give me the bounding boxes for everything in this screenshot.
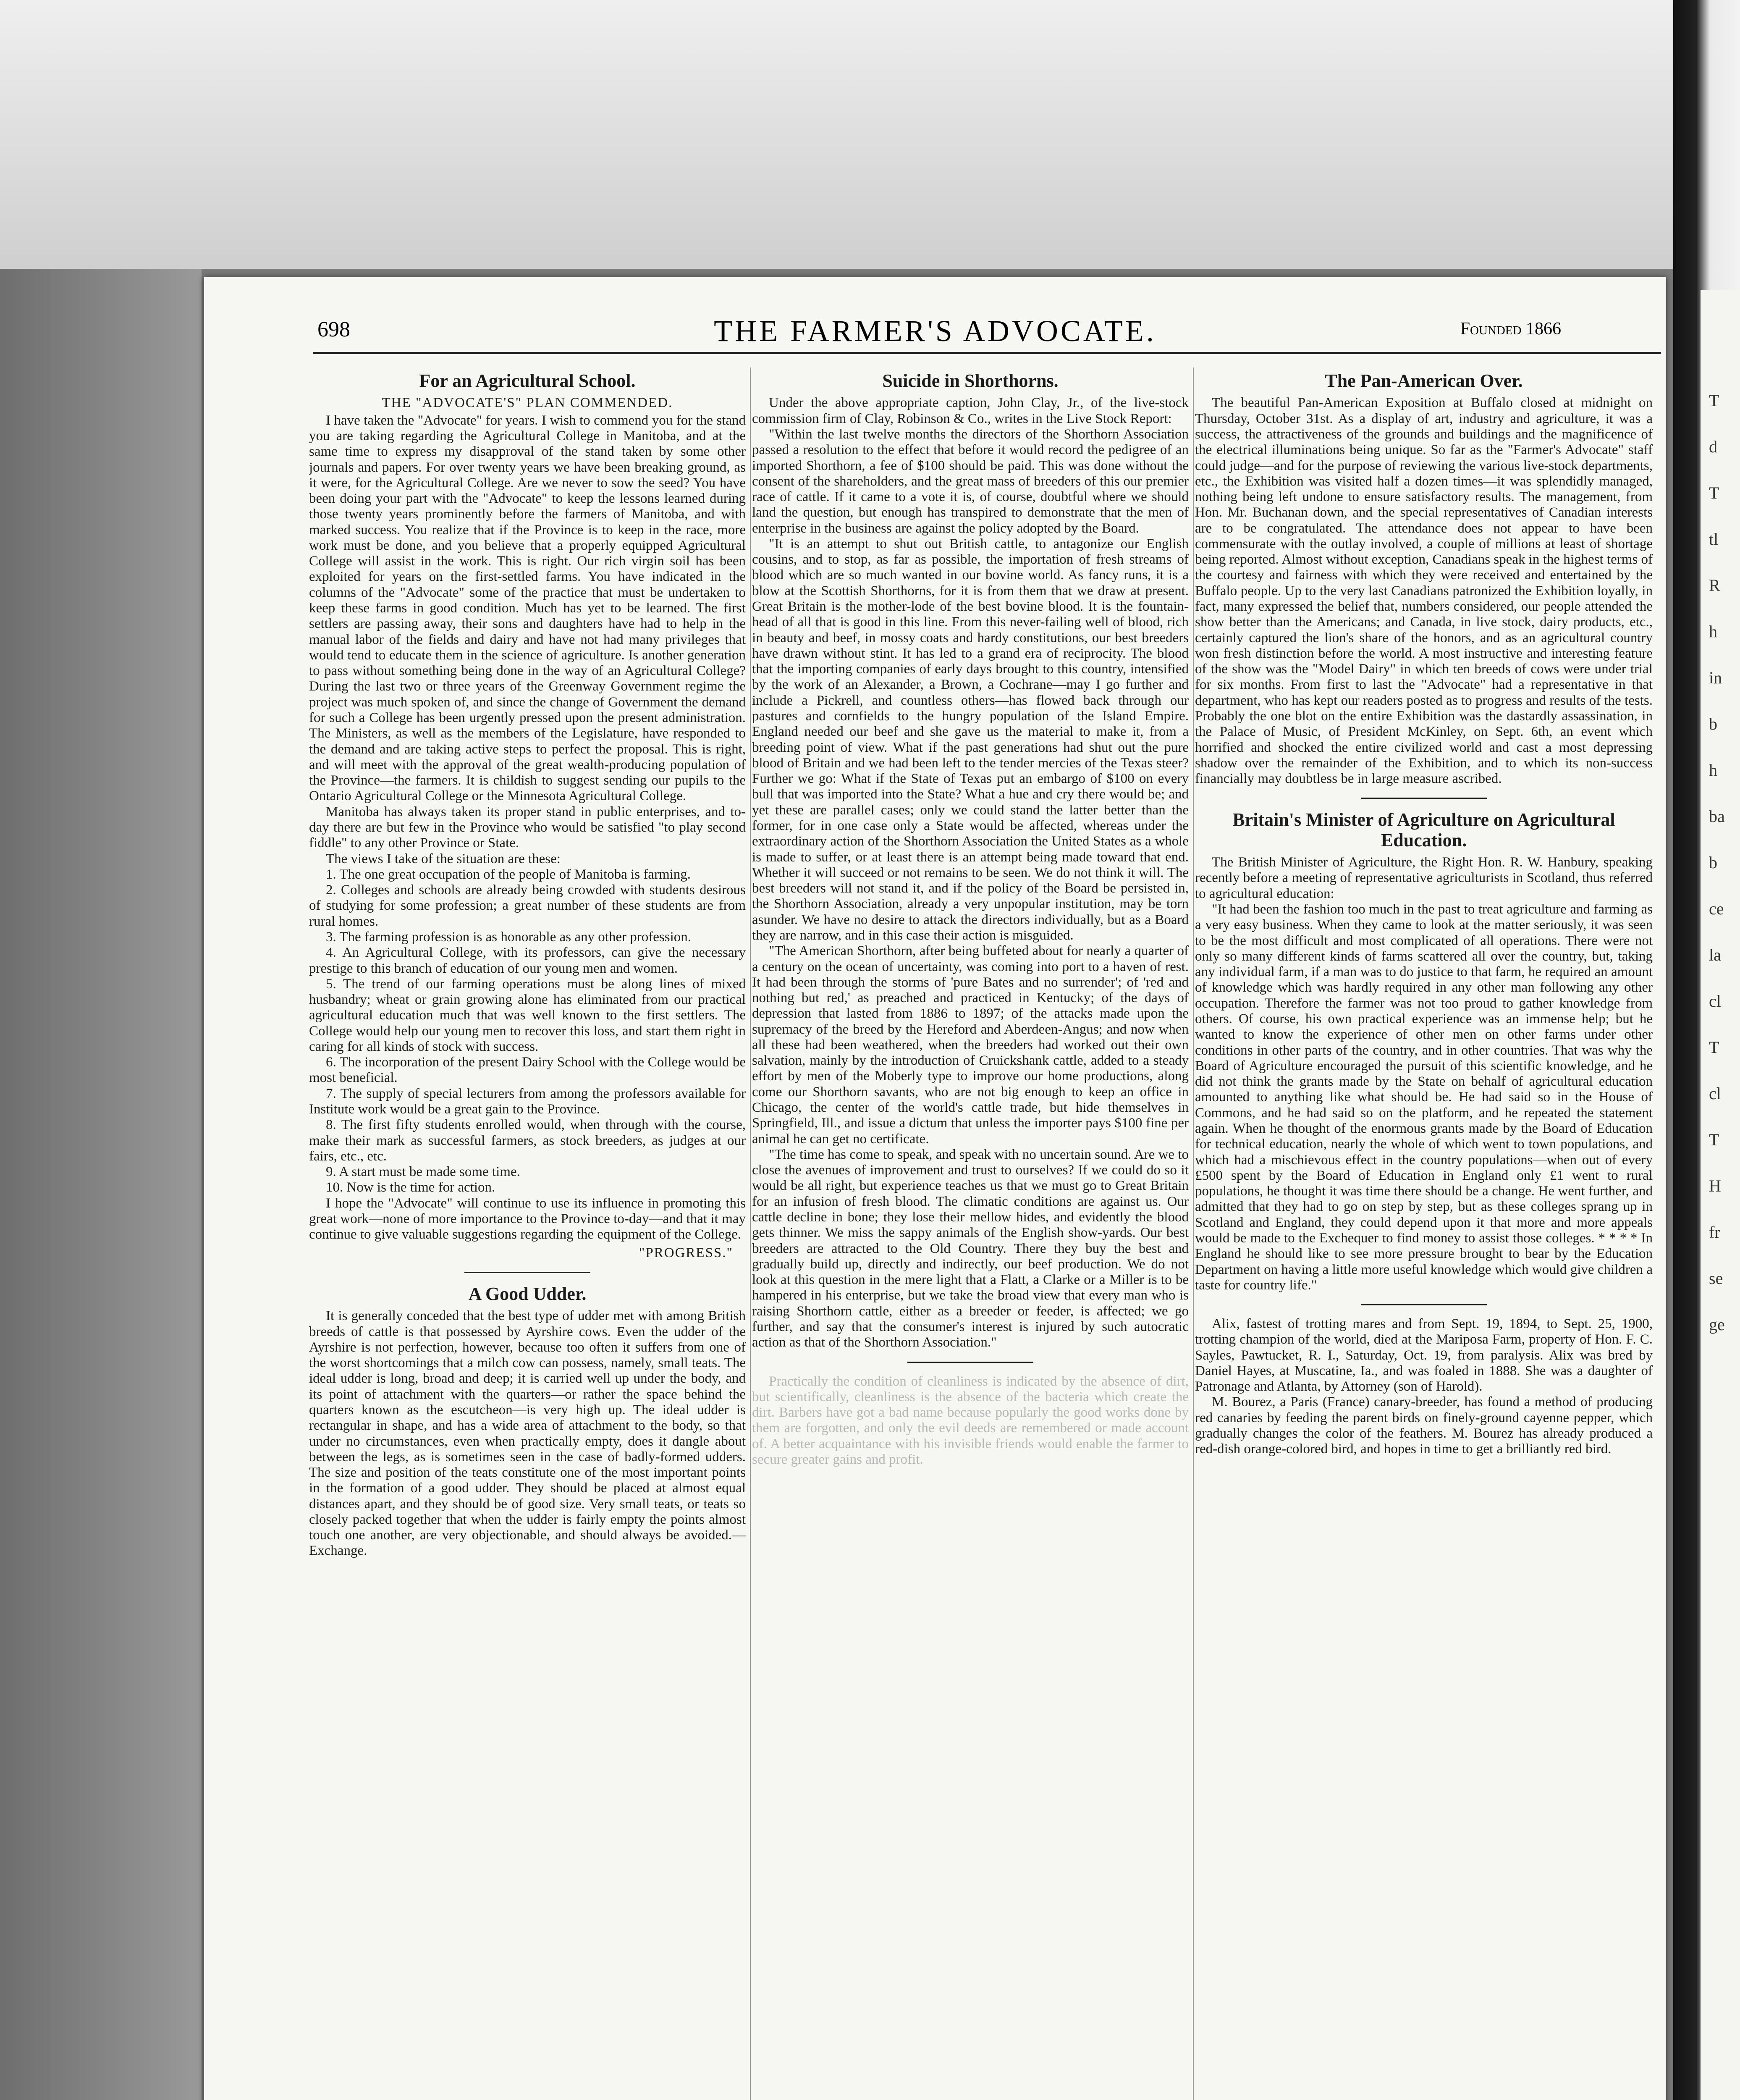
paragraph: M. Bourez, a Paris (France) canary-breeder, has found a method of producing red canaries by feeding the parent birds on finely-ground cayenne pepper, which gradually changes the color of the feathers. M. Bourez has already produced a red-dish orange-colored bird, and hopes in time to get a brilliantly red bird. bbox=[1195, 1394, 1653, 1457]
article-signature: "PROGRESS." bbox=[639, 1245, 733, 1260]
page-number: 698 bbox=[317, 318, 350, 341]
edge-character: h bbox=[1709, 761, 1717, 780]
edge-character: H bbox=[1709, 1176, 1721, 1195]
page-header bbox=[204, 314, 1666, 348]
masthead: THE FARMER'S ADVOCATE. bbox=[714, 314, 1156, 348]
article-title: Britain's Minister of Agriculture on Agricultural Education. bbox=[1232, 809, 1615, 850]
edge-character: T bbox=[1709, 483, 1719, 502]
edge-character: ge bbox=[1709, 1315, 1725, 1334]
column-divider bbox=[750, 368, 751, 2100]
scanner-background-top bbox=[0, 0, 1740, 269]
edge-character: se bbox=[1709, 1269, 1723, 1288]
article-subtitle: THE "ADVOCATE'S" PLAN COMMENDED. bbox=[382, 395, 673, 411]
scanner-background-left bbox=[0, 269, 202, 2100]
column-2 bbox=[752, 368, 1189, 2100]
edge-character: R bbox=[1709, 576, 1720, 595]
edge-character: cl bbox=[1709, 1084, 1721, 1103]
paragraph: Under the above appropriate caption, John Clay, Jr., of the live-stock commission firm of Clay, Robinson & Co., writes in the Live Stock Report: bbox=[752, 395, 1189, 426]
paragraph: It is generally conceded that the best type of udder met with among British breeds of cattle is that possessed by Ayrshire cows. Even the udder of the Ayrshire is not perfection, however, because too often it suffers from one of the worst shortcomings that a milch cow can possess, namely, small teats. The ideal udder is long, broad and deep; it is carried well up under the body, and its point of attachment with the quarters—or rather the space behind the quarters known as the escutcheon—is very high up. The ideal udder is rectangular in shape, and has a wide area of attachment to the body, so that under no circumstances, even when practically empty, does it dangle about between the legs, as is sometimes seen in the case of badly-formed udders. The size and position of the teats constitute one of the most important points in the formation of a good udder. They should be placed at almost equal distances apart, and they should be of good size. Very small teats, or teats so closely packed together that when the udder is fairly empty the points almost touch one another, are very objectionable, and should always be avoided.—Exchange. bbox=[309, 1308, 746, 1559]
article-title: A Good Udder. bbox=[468, 1283, 587, 1304]
paragraph: 2. Colleges and schools are already being crowded with students desirous of studying for some profession; a great number of these students are from rural homes. bbox=[309, 882, 746, 929]
paragraph: 9. A start must be made some time. bbox=[326, 1164, 520, 1180]
edge-character: cl bbox=[1709, 992, 1721, 1011]
paragraph: Alix, fastest of trotting mares and from Sept. 19, 1894, to Sept. 25, 1900, trotting champion of the world, died at the Mariposa Farm, property of Hon. F. C. Sayles, Pawtucket, R. I., Saturday, Oct. 19, from paralysis. Alix was bred by Daniel Hayes, at Muscatine, Ia., and was foaled in 1888. She was a daughter of Patronage and Atlanta, by Attorney (son of Harold). bbox=[1195, 1316, 1653, 1394]
header-rule bbox=[313, 352, 1661, 354]
paragraph: 5. The trend of our farming operations must be along lines of mixed husbandry; wheat or grain growing alone has eliminated from our practical agricultural education much that was well known to the first settlers. The College would help our young men to recover this loss, and start them right in caring for all kinds of stock with success. bbox=[309, 976, 746, 1054]
article-body bbox=[1195, 395, 1653, 787]
paragraph: The beautiful Pan-American Exposition at Buffalo closed at midnight on Thursday, October 31st. As a display of art, industry and agriculture, it was a success, the attractiveness of the grounds and buildings and the magnificence of the electrical illuminations being unique. So far as the "Farmer's Advocate" staff could judge—and for the purpose of reviewing the various live-stock departments, etc., the Exhibition was visited half a dozen times—it was splendidly managed, nothing being left undone to ensure satisfactory results. The management, from Hon. Mr. Buchanan down, and the special representatives of Canadian interests are to be congratulated. The attendance does not appear to have been commensurate with the outlay involved, a couple of millions at least of shortage being reported. Almost without exception, Canadians speak in the highest terms of the courtesy and fairness with which they were received and entertained by the Buffalo people. Up to the very last Canadians patronized the Exhibition loyally, in fact, many expressed the belief that, numbers considered, our people attended the show better than the Americans; and Canada, in live stock, dairy products, etc., certainly captured the lion's share of the honors, and as an agricultural country won fresh distinction before the world. A most instructive and interesting feature of the show was the "Model Dairy" in which ten breeds of cows were under trial for six months. From first to last the "Advocate" had a representative in that department, who has kept our readers posted as to progress and results of the tests. Probably the one blot on the entire Exhibition was the dastardly assassination, in the Palace of Music, of President McKinley, on Sept. 6th, an event which horrified and shocked the entire civilized world and cast a most depressing shadow over the remainder of the Exhibition, and to which its non-success financially may doubtless be in large measure ascribed. bbox=[1195, 395, 1653, 787]
article-title: For an Agricultural School. bbox=[419, 370, 636, 391]
paragraph: "The time has come to speak, and speak with no uncertain sound. Are we to close the avenues of improvement and trust to ourselves? If we could do so it would be all right, but experience teaches us that we must go to Great Britain for an infusion of fresh blood. The climatic conditions are against us. Our cattle decline in bone; they lose their mellow hides, and evidently the blood gets thinner. We miss the sappy animals of the English show-yards. Our best breeders are attracted to the Old Country. There they buy the best and gradually build up, directly and indirectly, our beef production. We do not look at this question in the mere light that a Flatt, a Clarke or a Miller is to be hampered in his enterprise, but we take the broad view that every man who is raising Shorthorn cattle, either as a breeder or feeder, is affected; we go further, and say that the consumer's interest is injured by such autocratic action as that of the Shorthorn Association." bbox=[752, 1147, 1189, 1350]
paragraph: "It is an attempt to shut out British cattle, to antagonize our English cousins, and to stop, as far as possible, the importation of fresh streams of blood which are so much wanted in our bovine world. As fancy runs, it is a blow at the Scottish Shorthorns, for it is from them that we draw at present. Great Britain is the mother-lode of the best bovine blood. It is the fountain-head of all that is good in this line. From this never-failing well of blood, rich in beauty and beef, in mossy coats and hardy constitutions, our best breeders have drawn without stint. It has led to a grand era of reciprocity. The blood that the importing companies of early days brought to this country, intensified by the work of an Alexander, a Brown, a Cochrane—may I go further and include a Pickrell, and countless others—has flowed back through our pastures and cornfields to the hungry population of the Island Empire. England needed our beef and she gave us the material to make it, from a breeding point of view. What if the past generations had shut out the pure blood of Britain and we had been left to the tender mercies of the Texas steer? Further we go: What if the State of Texas put an embargo of $100 on every bull that was imported into the State? What a hue and cry there would be; and yet these are parallel cases; only we could stand the latter better than the former, for in one case only a State would be affected, whereas under the extraordinary action of the Shorthorn Association the United States as a whole is made to suffer, or at least there is an attempt being made toward that end. Whether it will succeed or not remains to be seen. We do not think it will. The best breeders will not stand it, and if the policy of the Board be persisted in, the Shorthorn Association, already a very unpopular institution, may be torn asunder. We have no desire to attack the directors individually, but as a Board they are narrow, and in this case their action is misguided. bbox=[752, 536, 1189, 943]
section-rule bbox=[907, 1362, 1033, 1363]
paragraph: I hope the "Advocate" will continue to use its influence in promoting this great work—none of more importance to the Province to-day—and that it may continue to give valuable suggestions regarding the equipment of the College. bbox=[309, 1195, 746, 1242]
paragraph: The views I take of the situation are these: bbox=[326, 851, 561, 866]
paragraph: Manitoba has always taken its proper stand in public enterprises, and to-day there are but few in the Province who would be satisfied "to play second fiddle" to any other Province or State. bbox=[309, 804, 746, 851]
newspaper-page bbox=[204, 277, 1666, 2100]
paragraph: 8. The first fifty students enrolled would, when through with the course, make their mark as successful farmers, as stock breeders, as judges at our fairs, etc., etc. bbox=[309, 1117, 746, 1164]
paragraph: "The American Shorthorn, after being buffeted about for nearly a quarter of a century on the ocean of uncertainty, was coming into port to a haven of rest. It had been through the storms of 'pure Bates and no surrender'; of 'red and nothing but red,' as preached and practiced in Kentucky; of the days of depression that lasted from 1886 to 1897; of the attacks made upon the supremacy of the breed by the Hereford and Aberdeen-Angus; and now when all these had been weathered, when the breeders had worked out their own salvation, mainly by the introduction of Cruickshank cattle, added to a steady effort by men of the Moberly type to improve our home productions, along come our Shorthorn savants, who are not big enough to keep an office in Chicago, the center of the world's cattle trade, but hide themselves in Springfield, Ill., and issue a dictum that unless the importer pays $100 fine per animal he can get no certificate. bbox=[752, 943, 1189, 1147]
article-title: Suicide in Shorthorns. bbox=[882, 370, 1059, 391]
paragraph: 4. An Agricultural College, with its professors, can give the necessary prestige to this branch of education of our young men and women. bbox=[309, 945, 746, 976]
edge-character: fr bbox=[1709, 1223, 1720, 1242]
edge-character: T bbox=[1709, 1038, 1719, 1057]
article-body bbox=[309, 413, 746, 1243]
section-rule bbox=[1361, 798, 1487, 799]
paragraph: "Within the last twelve months the directors of the Shorthorn Association passed a resolution to the effect that before it would record the pedigree of an imported Shorthorn, a fee of $100 should be paid. This was done without the consent of the shareholders, and the great mass of breeders of this our premier race of cattle. If it came to a vote it is, of course, doubtful where we should land the question, but enough has transpired to demonstrate that the men of enterprise in the business are against the policy adopted by the Board. bbox=[752, 426, 1189, 536]
founded-label: Founded 1866 bbox=[1460, 319, 1561, 339]
column-divider bbox=[1193, 368, 1194, 2100]
article-body bbox=[752, 395, 1189, 1350]
edge-character: b bbox=[1709, 853, 1717, 872]
paragraph: 1. The one great occupation of the people of Manitoba is farming. bbox=[326, 866, 691, 882]
edge-character: ba bbox=[1709, 807, 1725, 826]
edge-character: h bbox=[1709, 622, 1717, 641]
paragraph: 10. Now is the time for action. bbox=[326, 1180, 495, 1195]
paragraph: I have taken the "Advocate" for years. I wish to commend you for the stand you are taking regarding the Agricultural College in Manitoba, and at the same time to express my disapproval of the stand taken by some other journals and papers. For over twenty years we have been breaking ground, as it were, for the Agricultural College. Are we never to sow the seed? You have been doing your part with the "Advocate" to keep the lessons learned during those twenty years prominently before the farmers of Manitoba, and with marked success. You realize that if the Province is to keep in the race, more work must be done, and you believe that a properly equipped Agricultural College will assist in the work. This is right. Our rich virgin soil has been exploited for years on the first-settled farms. You have indicated in the columns of the "Advocate" some of the practice that must be undertaken to keep these farms in good condition. Much has yet to be learned. The first settlers are passing away, their sons and daughters have had to help in the manual labor of the fields and dairy and have not had many privileges that would tend to educate them in the science of agriculture. Is another generation to pass without something being done in the way of an Agricultural College? During the last two or three years of the Greenway Government regime the project was much spoken of, and since the change of Government the demand for such a College has been urgently pressed upon the present administration. The Ministers, as well as the members of the Legislature, have responded to the demand and are taking active steps to perfect the proposal. This is right, and will meet with the approval of the great wealth-producing population of the Province—the farmers. It is childish to suggest sending our pupils to the Ontario Agricultural College or the Minnesota Agricultural College. bbox=[309, 412, 746, 804]
edge-character: in bbox=[1709, 668, 1722, 687]
edge-character: T bbox=[1709, 1130, 1719, 1149]
paragraph: 7. The supply of special lecturers from among the professors available for Institute work would be a great gain to the Province. bbox=[309, 1086, 746, 1117]
edge-character: tl bbox=[1709, 530, 1719, 549]
column-3 bbox=[1195, 368, 1653, 2100]
article-body bbox=[1195, 1316, 1653, 1457]
section-rule bbox=[1361, 1304, 1487, 1305]
edge-character: T bbox=[1709, 391, 1719, 410]
section-rule bbox=[464, 1272, 590, 1273]
edge-character: la bbox=[1709, 945, 1721, 964]
article-title: The Pan-American Over. bbox=[1325, 370, 1523, 391]
edge-character: ce bbox=[1709, 899, 1724, 918]
edge-character: b bbox=[1709, 714, 1717, 733]
paragraph: 3. The farming profession is as honorable as any other profession. bbox=[326, 929, 692, 945]
faded-paragraph: Practically the condition of cleanliness is indicated by the absence of dirt, but scientifically, cleanliness is the absence of the bacteria which create the dirt. Barbers have got a bad name because popularly the good works done by them are forgotten, and only the evil deeds are remembered or made account of. A better acquaintance with his invisible friends would enable the farmer to secure greater gains and profit. bbox=[752, 1373, 1189, 1467]
paragraph: The British Minister of Agriculture, the Right Hon. R. W. Hanbury, speaking recently before a meeting of representative agriculturists in Scotland, thus referred to agricultural education: bbox=[1195, 855, 1653, 901]
column-1 bbox=[309, 368, 746, 2100]
article-body bbox=[1195, 855, 1653, 1293]
paragraph: 6. The incorporation of the present Dairy School with the College would be most beneficial. bbox=[309, 1055, 746, 1086]
edge-character: d bbox=[1709, 437, 1717, 456]
paragraph: "It had been the fashion too much in the past to treat agriculture and farming as a very easy business. When they came to look at the matter seriously, it was seen to be the most difficult and most complicated of all operations. There were not only so many different kinds of farms scattered all over the country, but, taking any individual farm, if a man was to do justice to that farm, he required an amount of knowledge which was hardly required in any other man following any other occupation. Therefore the farmer was not too proud to gather knowledge from others. Of course, his own practical experience was an immense help; but he wanted to know the experience of other men on other farms under other conditions in other parts of the country, and in other countries. That was why the Board of Agriculture encouraged the pursuit of this scientific knowledge, and he did not think the grants made by the State on behalf of agricultural education amounted to anything like what should be. He had said so in the House of Commons, and he had said so on the platform, and he repeated the statement again. When he thought of the enormous grants made by the Board of Education for technical education, nearly the whole of which went to town populations, and which had a mischievous effect in the country populations—when out of every £500 spent by the Board of Education in England only £1 went to rural populations, he thought it was time there should be a change. He went further, and admitted that they had to go on step by step, but as these colleges sprang up in Scotland and England, they could depend upon it that more and more appeals would be made to the Exchequer to find money to assist those colleges. * * * * In England he should like to see more pressure brought to bear by the Education Department on having a little more useful knowledge which would give children a taste for country life." bbox=[1195, 902, 1653, 1293]
article-body bbox=[309, 1308, 746, 1559]
